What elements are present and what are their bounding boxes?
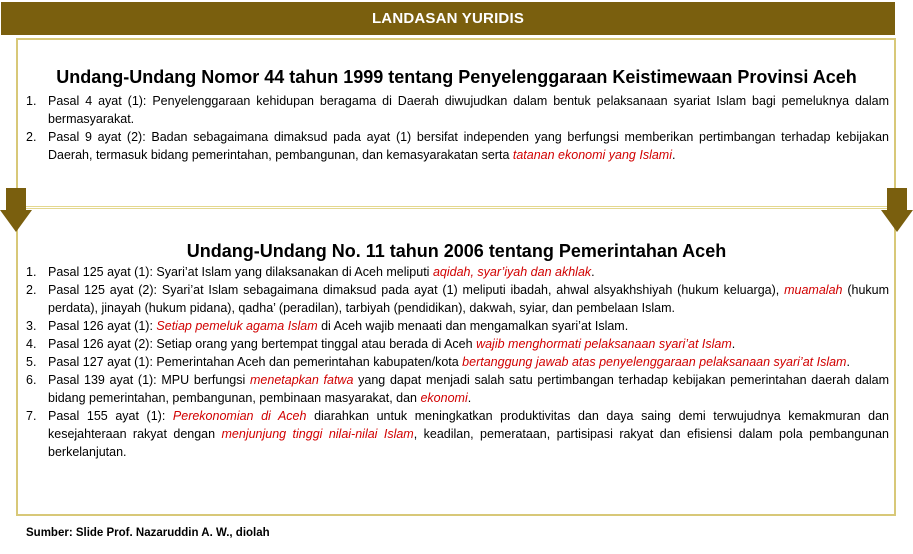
down-arrow-icon: [0, 188, 32, 232]
item-number: 2.: [26, 283, 37, 297]
header-title: LANDASAN YURIDIS: [371, 10, 525, 27]
item-number: 7.: [26, 409, 37, 423]
item-number: 6.: [26, 373, 37, 387]
item-number: 5.: [26, 355, 37, 369]
item-text: diarahkan untuk meningkatkan produktivitas dan daya saing demi terwujudnya kemakmuran dan kesejahteraan rakyat dengan: [48, 409, 889, 441]
item-text: .: [591, 265, 595, 279]
item-emphasis: muamalah: [784, 283, 843, 297]
item-text: .: [846, 355, 850, 369]
item-number: 1.: [26, 265, 37, 279]
item-emphasis: Setiap pemeluk agama Islam: [156, 319, 318, 333]
item-emphasis: Perekonomian di Aceh: [172, 409, 307, 423]
item-text: Pasal 139 ayat (1): MPU berfungsi: [48, 373, 251, 387]
item-emphasis: ekonomi: [420, 391, 468, 405]
item-text: .: [467, 391, 472, 405]
item-text: Pasal 126 ayat (2): Setiap orang yang bertempat tinggal atau berada di Aceh: [48, 337, 477, 351]
item-emphasis: wajib menghormati pelaksanaan syari’at Islam: [476, 337, 732, 351]
item-text: (hukum perdata), jinayah (hukum pidana), qadha’ (peradilan), tarbiyah (pendidikan), dakwah, syiar, dan pembelaan Islam.: [48, 283, 890, 315]
list-item: [20, 371, 889, 407]
list-item: [20, 128, 889, 164]
item-number: 1.: [26, 94, 37, 108]
item-text: Pasal 126 ayat (1):: [48, 319, 157, 333]
item-emphasis: bertanggung jawab atas penyelenggaraan pelaksanaan syari’at Islam: [462, 355, 847, 369]
item-text: .: [672, 148, 676, 162]
list-item: [20, 407, 889, 461]
item-emphasis: aqidah, syar’iyah dan akhlak: [432, 265, 592, 279]
item-emphasis: tatanan ekonomi yang Islami: [512, 148, 672, 162]
list-item: [20, 263, 889, 281]
list-item: [20, 317, 889, 335]
item-text: di Aceh wajib menaati dan mengamalkan syari’at Islam.: [317, 319, 629, 333]
law1-list: [20, 92, 889, 164]
law2-title: Undang-Undang No. 11 tahun 2006 tentang Pemerintahan Aceh: [186, 241, 727, 261]
item-emphasis: menjunjung tinggi nilai-nilai Islam: [221, 427, 414, 441]
item-text: .: [731, 337, 736, 351]
section-divider: [16, 206, 896, 209]
law2-list: [20, 263, 889, 461]
item-text: , keadilan, pemerataan, partisipasi rakyat dan efisiensi dalam pola pembangunan berkelanjutan.: [48, 427, 890, 459]
item-number: 3.: [26, 319, 37, 333]
item-text: Pasal 4 ayat (1): Penyelenggaraan kehidupan beragama di Daerah diwujudkan dalam bentuk pelaksanaan syariat Islam bagi pemeluknya dalam bermasyarakat.: [48, 94, 889, 126]
item-text: yang dapat menjadi salah satu pertimbangan terhadap kebijakan pemerintahan daerah dalam bidang pemerintahan, pembangunan, pembinaan masyarakat, dan: [48, 373, 889, 405]
list-item: [20, 281, 889, 317]
item-text: Pasal 127 ayat (1): Pemerintahan Aceh dan pemerintahan kabupaten/kota: [48, 355, 463, 369]
list-item: [20, 353, 889, 371]
list-item: [20, 335, 889, 353]
header-bar: [1, 2, 895, 35]
item-text: Pasal 9 ayat (2): Badan sebagaimana dimaksud pada ayat (1) bersifat independen yang berfungsi memberikan pertimbangan terhadap kebijakan Daerah, termasuk bidang pemerintahan, pembangunan, dan kemasyarakatan serta: [48, 130, 889, 162]
item-emphasis: menetapkan fatwa: [250, 373, 354, 387]
item-number: 4.: [26, 337, 37, 351]
law1-title: Undang-Undang Nomor 44 tahun 1999 tentang Penyelenggaraan Keistimewaan Provinsi Aceh: [56, 67, 857, 87]
item-text: Pasal 125 ayat (1): Syari’at Islam yang dilaksanakan di Aceh meliputi: [48, 265, 433, 279]
source-caption: Sumber: Slide Prof. Nazaruddin A. W., diolah: [26, 527, 270, 539]
item-text: Pasal 155 ayat (1):: [48, 409, 173, 423]
down-arrow-icon: [881, 188, 913, 232]
item-number: 2.: [26, 130, 37, 144]
list-item: [20, 92, 889, 128]
item-text: Pasal 125 ayat (2): Syari’at Islam sebagaimana dimaksud pada ayat (1) meliputi ibadah, ahwal alsyakhshiyah (hukum keluarga),: [48, 283, 785, 297]
